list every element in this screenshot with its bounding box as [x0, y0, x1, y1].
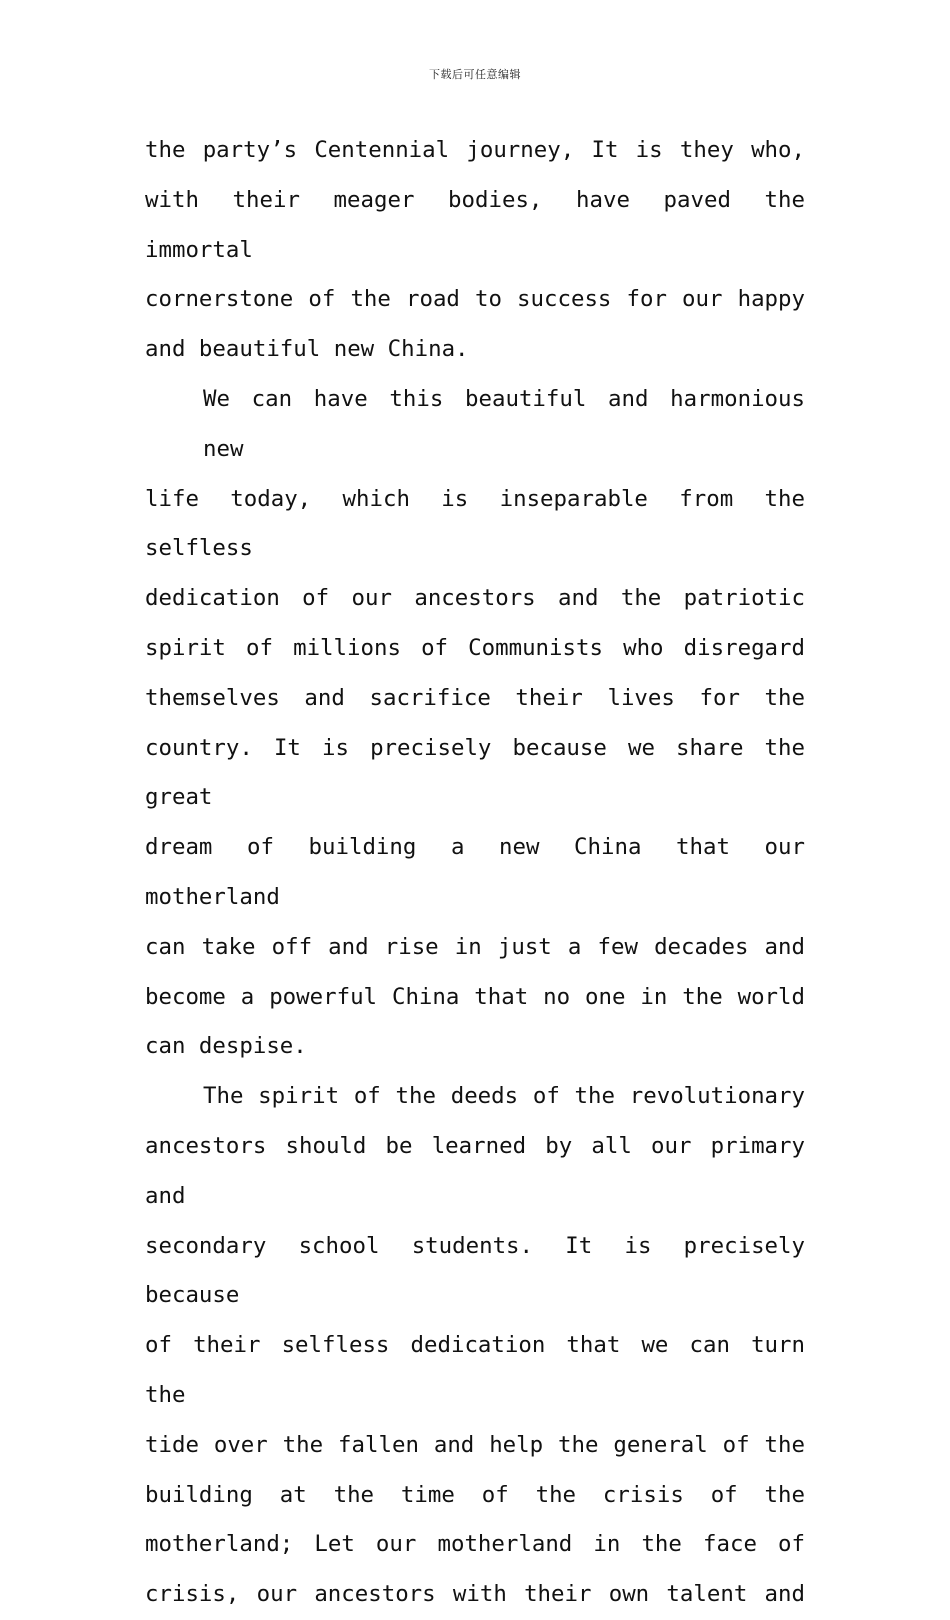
page-header: 下载后可任意编辑 — [429, 68, 521, 81]
text-line: themselves and sacrifice their lives for the — [145, 684, 805, 711]
text-line: with their meager bodies, have paved the immortal — [145, 186, 805, 263]
text-line: secondary school students. It is precisely because — [145, 1232, 805, 1309]
document-body — [145, 126, 805, 1620]
text-line: building at the time of the crisis of the — [145, 1481, 805, 1508]
text-line: can take off and rise in just a few decades and — [145, 933, 805, 960]
paragraph-3 — [145, 1072, 805, 1620]
text-line: dedication of our ancestors and the patriotic — [145, 585, 805, 612]
text-line: motherland; Let our motherland in the face of — [145, 1531, 805, 1558]
text-line: cornerstone of the road to success for our happy — [145, 286, 805, 313]
text-line: country. It is precisely because we share the great — [145, 734, 805, 811]
text-line: The spirit of the deeds of the revolutionary — [203, 1083, 805, 1110]
text-line: the party’s Centennial journey, It is they who, — [145, 137, 805, 163]
text-line: become a powerful China that no one in the world — [145, 983, 805, 1010]
text-line: crisis, our ancestors with their own talent and — [145, 1581, 805, 1608]
text-line: life today, which is inseparable from the selfless — [145, 485, 805, 562]
paragraph-2 — [145, 375, 805, 1072]
paragraph-1 — [145, 126, 805, 375]
text-line: ancestors should be learned by all our primary and — [145, 1132, 805, 1209]
text-line: tide over the fallen and help the general of the — [145, 1431, 805, 1458]
text-line: spirit of millions of Communists who disregard — [145, 634, 805, 661]
text-line: of their selfless dedication that we can turn the — [145, 1332, 805, 1408]
text-line: dream of building a new China that our motherland — [145, 834, 805, 910]
text-line: We can have this beautiful and harmonious new — [203, 385, 805, 462]
text-line: can despise. — [145, 1033, 307, 1060]
text-line: and beautiful new China. — [145, 336, 469, 363]
